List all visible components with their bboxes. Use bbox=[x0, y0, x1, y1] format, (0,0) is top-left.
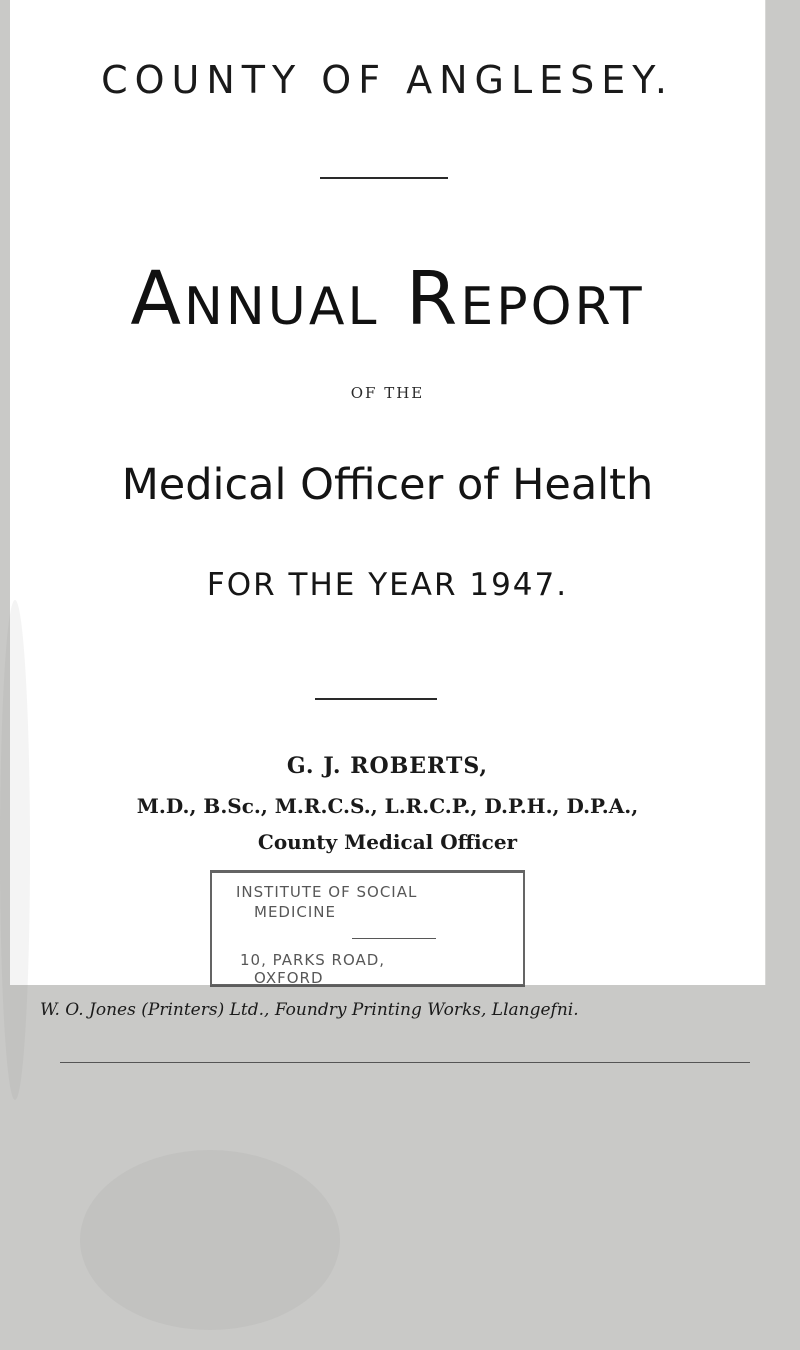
report-title: Annual Report bbox=[130, 256, 645, 342]
report-year: FOR THE YEAR 1947. bbox=[206, 567, 569, 603]
library-stamp bbox=[210, 870, 525, 987]
divider-rule bbox=[320, 177, 448, 179]
county-heading: COUNTY OF ANGLESEY. bbox=[101, 58, 674, 102]
author-qualifications: M.D., B.Sc., M.R.C.S., L.R.C.P., D.P.H., D.P.A., bbox=[136, 794, 639, 818]
stamp-city: OXFORD bbox=[254, 969, 324, 987]
paper-shadow bbox=[80, 1150, 340, 1330]
page-edge-line bbox=[60, 1062, 750, 1063]
stamp-institute: INSTITUTE OF SOCIAL bbox=[236, 883, 418, 901]
paper-shadow bbox=[0, 600, 30, 1100]
stamp-medicine: MEDICINE bbox=[254, 903, 336, 921]
divider-rule bbox=[315, 698, 437, 700]
of-the-text: OF THE bbox=[350, 384, 425, 402]
stamp-address: 10, PARKS ROAD, bbox=[240, 951, 386, 969]
report-subject: Medical Officer of Health bbox=[121, 460, 654, 510]
printer-imprint: W. O. Jones (Printers) Ltd., Foundry Printing Works, Llangefni. bbox=[40, 1000, 579, 1020]
author-role: County Medical Officer bbox=[257, 830, 518, 854]
stamp-divider bbox=[352, 938, 436, 939]
document-page bbox=[10, 0, 766, 1020]
author-name: G. J. ROBERTS, bbox=[286, 753, 489, 779]
